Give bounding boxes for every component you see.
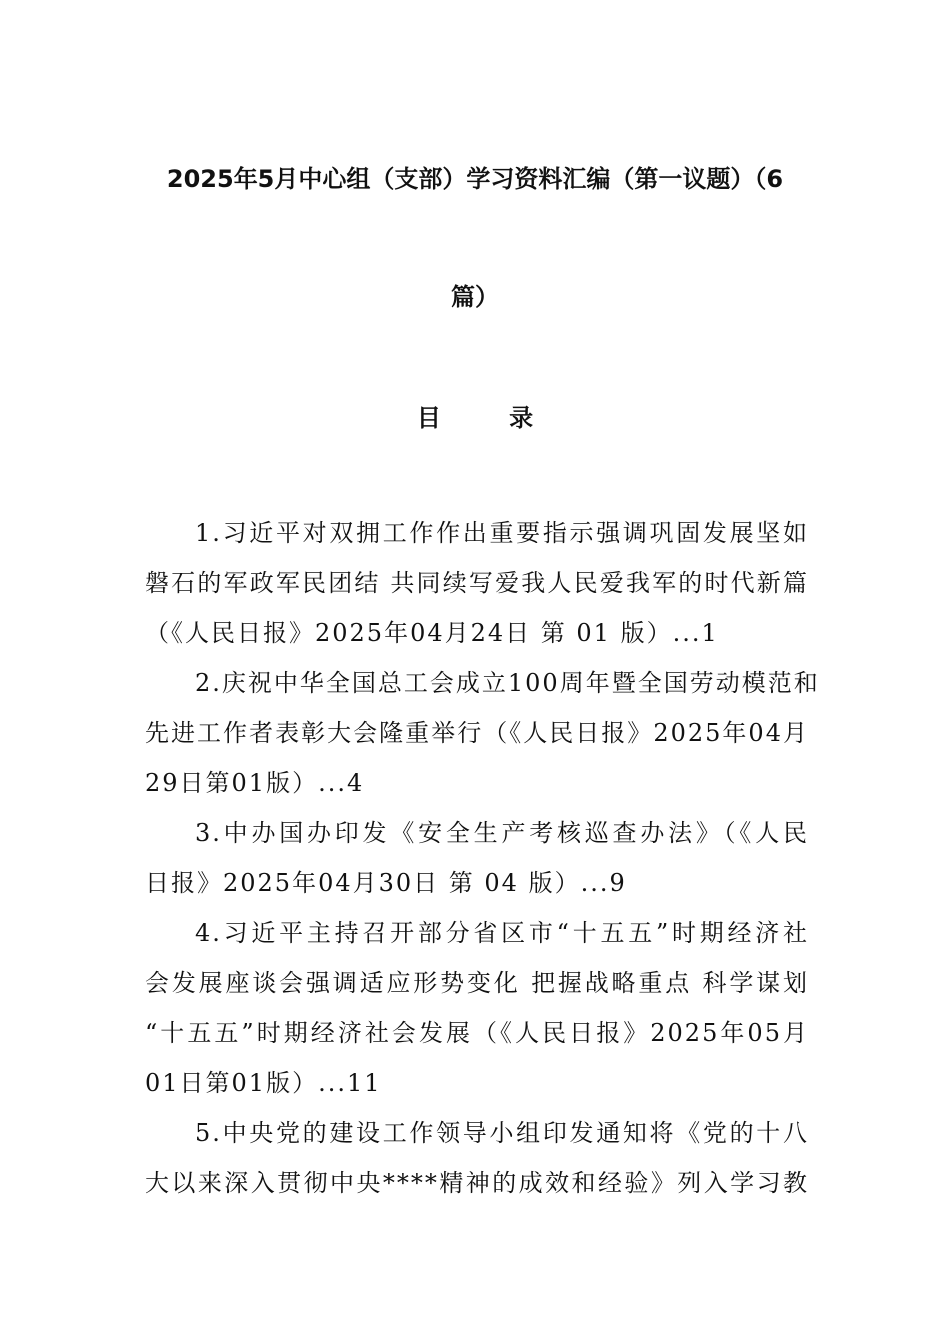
toc-item-4-line3[interactable]: “十五五”时期经济社会发展（《人民日报》2025年05月 — [145, 1019, 809, 1047]
toc-item-4-line4[interactable]: 01日第01版）...11 — [145, 1069, 382, 1097]
document-title-line2: 篇） — [451, 283, 499, 311]
toc-item-2-line3[interactable]: 29日第01版）...4 — [145, 769, 365, 797]
toc-item-3-line1[interactable]: 3.中办国办印发《安全生产考核巡查办法》（《人民 — [195, 819, 809, 847]
toc-item-1-line1[interactable]: 1.习近平对双拥工作作出重要指示强调巩固发展坚如 — [195, 519, 809, 547]
toc-item-3-line2[interactable]: 日报》2025年04月30日 第 04 版）...9 — [145, 869, 627, 897]
document-title-line1: 2025年5月中心组（支部）学习资料汇编（第一议题）（6 — [166, 165, 784, 193]
toc-item-5-line1[interactable]: 5.中央党的建设工作领导小组印发通知将《党的十八 — [195, 1119, 809, 1147]
toc-heading: 目 录 — [416, 404, 564, 432]
toc-item-2-line1[interactable]: 2.庆祝中华全国总工会成立100周年暨全国劳动模范和 — [195, 669, 820, 697]
toc-item-2-line2[interactable]: 先进工作者表彰大会隆重举行（《人民日报》2025年04月 — [145, 719, 809, 747]
toc-item-4-line2[interactable]: 会发展座谈会强调适应形势变化 把握战略重点 科学谋划 — [145, 969, 809, 997]
toc-item-4-line1[interactable]: 4.习近平主持召开部分省区市“十五五”时期经济社 — [195, 919, 809, 947]
toc-item-5-line2[interactable]: 大以来深入贯彻中央****精神的成效和经验》列入学习教 — [145, 1169, 809, 1197]
toc-item-1-line3[interactable]: （《人民日报》2025年04月24日 第 01 版）...1 — [145, 619, 719, 647]
toc-item-1-line2[interactable]: 磐石的军政军民团结 共同续写爱我人民爱我军的时代新篇 — [145, 569, 809, 597]
